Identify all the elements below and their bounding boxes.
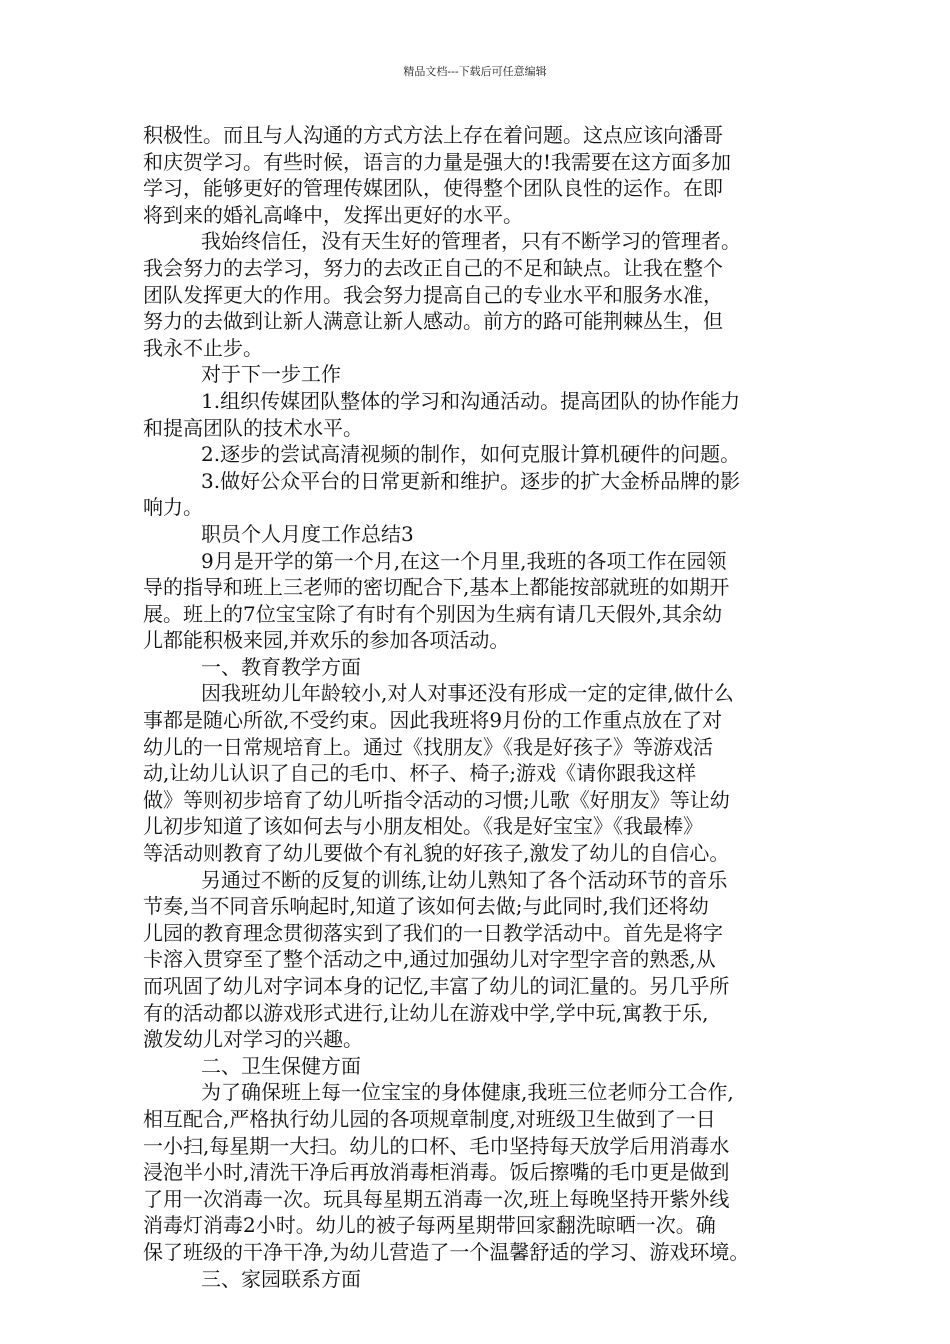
text-line: 儿园的教育理念贯彻落实到了我们的一日教学活动中。首先是将字 <box>143 920 723 945</box>
text-line: 对于下一步工作 <box>201 362 341 387</box>
text-line: 1.组织传媒团队整体的学习和沟通活动。提高团队的协作能力 <box>201 388 741 413</box>
text-line: 事都是随心所欲,不受约束。因此我班将9月份的工作重点放在了对 <box>143 708 723 733</box>
text-line: 9月是开学的第一个月,在这一个月里,我班的各项工作在园领 <box>201 548 727 573</box>
document-body <box>143 122 815 1292</box>
text-line: 另通过不断的反复的训练,让幼儿熟知了各个活动环节的音乐 <box>201 867 728 892</box>
text-line: 和提高团队的技术水平。 <box>143 415 363 440</box>
text-line: 等活动则教育了幼儿要做个有礼貌的好孩子,激发了幼儿的自信心。 <box>143 841 730 866</box>
text-line: 激发幼儿对学习的兴趣。 <box>143 1027 363 1052</box>
text-line: 我始终信任，没有天生好的管理者，只有不断学习的管理者。 <box>201 229 741 254</box>
text-line: 职员个人月度工作总结3 <box>201 521 414 546</box>
text-line: 做》等则初步培育了幼儿听指令活动的习惯;儿歌《好朋友》等让幼 <box>143 787 730 812</box>
text-line: 儿初步知道了该如何去与小朋友相处。《我是好宝宝》《我最棒》 <box>143 814 703 839</box>
text-line: 为了确保班上每一位宝宝的身体健康,我班三位老师分工合作, <box>201 1080 734 1105</box>
text-line: 我会努力的去学习，努力的去改正自己的不足和缺点。让我在整个 <box>143 255 723 280</box>
text-line: 幼儿的一日常规培育上。通过《找朋友》《我是好孩子》等游戏活 <box>143 734 713 759</box>
text-line: 了用一次消毒一次。玩具每星期五消毒一次,班上每晚坚持开紫外线 <box>143 1186 730 1211</box>
text-line: 3.做好公众平台的日常更新和维护。逐步的扩大金桥品牌的影 <box>201 468 741 493</box>
text-line: 将到来的婚礼高峰中，发挥出更好的水平。 <box>143 202 523 227</box>
text-line: 三、家园联系方面 <box>201 1266 361 1291</box>
text-line: 一小扫,每星期一大扫。幼儿的口杯、毛巾坚持每天放学后用消毒水 <box>143 1133 730 1158</box>
text-line: 一、教育教学方面 <box>201 654 361 679</box>
text-line: 学习，能够更好的管理传媒团队，使得整个团队良性的运作。在即 <box>143 176 723 201</box>
text-line: 节奏,当不同音乐响起时,知道了该如何去做;与此同时,我们还将幼 <box>143 894 709 919</box>
text-line: 儿都能积极来园,并欢乐的参加各项活动。 <box>143 628 510 653</box>
text-line: 响力。 <box>143 495 203 520</box>
text-line: 导的指导和班上三老师的密切配合下,基本上都能按部就班的如期开 <box>143 575 730 600</box>
text-line: 我永不止步。 <box>143 335 263 360</box>
text-line: 团队发挥更大的作用。我会努力提高自己的专业水平和服务水准， <box>143 282 723 307</box>
text-line: 展。班上的7位宝宝除了有时有个别因为生病有请几天假外,其余幼 <box>143 601 723 626</box>
text-line: 而巩固了幼儿对字词本身的记忆,丰富了幼儿的词汇量的。另几乎所 <box>143 974 730 998</box>
text-line: 相互配合,严格执行幼儿园的各项规章制度,对班级卫生做到了一日 <box>143 1106 716 1131</box>
text-line: 2.逐步的尝试高清视频的制作，如何克服计算机硬件的问题。 <box>201 442 741 467</box>
page-header: 精品文档---下载后可任意编辑 <box>403 65 547 78</box>
text-line: 和庆贺学习。有些时候，语言的力量是强大的!我需要在这方面多加 <box>143 149 732 174</box>
text-line: 努力的去做到让新人满意让新人感动。前方的路可能荆棘丛生，但 <box>143 309 723 334</box>
text-line: 浸泡半小时,清洗干净后再放消毒柜消毒。饭后擦嘴的毛巾更是做到 <box>143 1160 730 1185</box>
text-line: 动,让幼儿认识了自己的毛巾、杯子、椅子;游戏《请你跟我这样 <box>143 761 697 786</box>
text-line: 因我班幼儿年龄较小,对人对事还没有形成一定的定律,做什么 <box>201 681 734 706</box>
text-line: 积极性。而且与人沟通的方式方法上存在着问题。这点应该向潘哥 <box>143 123 723 147</box>
text-line: 有的活动都以游戏形式进行,让幼儿在游戏中学,学中玩,寓教于乐, <box>143 1000 709 1025</box>
text-line: 消毒灯消毒2小时。幼儿的被子每两星期带回家翻洗晾晒一次。确 <box>143 1213 716 1238</box>
text-line: 卡溶入贯穿至了整个活动之中,通过加强幼儿对字型字音的熟悉,从 <box>143 947 716 972</box>
text-line: 二、卫生保健方面 <box>201 1053 361 1078</box>
text-line: 保了班级的干净干净,为幼儿营造了一个温馨舒适的学习、游戏环境。 <box>143 1239 750 1264</box>
